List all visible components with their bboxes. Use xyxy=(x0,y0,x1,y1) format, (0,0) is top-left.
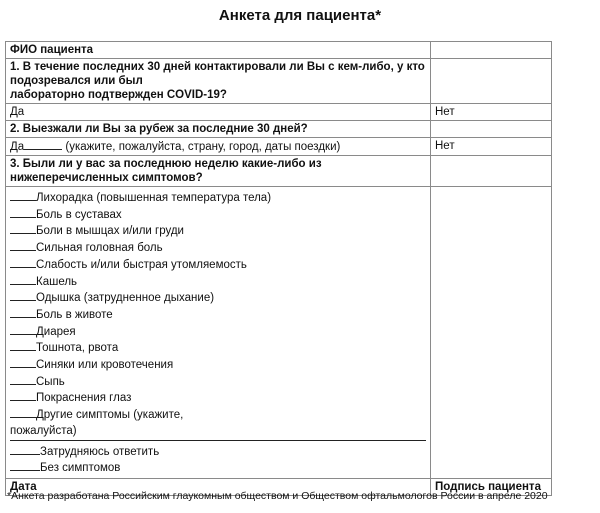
symptom-item xyxy=(10,324,426,341)
symptom-label: Тошнота, рвота xyxy=(36,342,119,355)
symptom-label: Боль в суставах xyxy=(36,208,122,221)
q2-yes-suffix: (укажите, пожалуйста, страну, город, даты поездки) xyxy=(65,141,341,153)
symptom-blank[interactable] xyxy=(10,223,36,234)
fio-label: ФИО пациента xyxy=(6,42,431,59)
q1-line-3: лабораторно подтвержден COVID-19? xyxy=(10,89,227,101)
date-label[interactable]: Дата xyxy=(6,478,431,495)
symptom-item xyxy=(10,340,426,357)
symptom-item xyxy=(10,307,426,324)
symptom-label: Слабость и/или быстрая утомляемость xyxy=(36,258,247,271)
q3-row xyxy=(6,156,552,187)
hard-to-answer-item xyxy=(10,444,426,461)
symptom-blank[interactable] xyxy=(10,357,36,368)
no-symptoms-label: Без симптомов xyxy=(40,462,121,475)
symptom-label: Синяки или кровотечения xyxy=(36,359,174,372)
fio-value-cell[interactable] xyxy=(431,42,552,59)
symptom-item xyxy=(10,207,426,224)
symptom-blank[interactable] xyxy=(10,324,36,335)
symptom-item xyxy=(10,257,426,274)
symptom-label: Боли в мышцах и/или груди xyxy=(36,225,184,238)
q3-empty-cell xyxy=(431,156,552,187)
symptom-label: Боль в животе xyxy=(36,308,113,321)
q2-question: 2. Выезжали ли Вы за рубеж за последние 30 дней? xyxy=(6,121,431,138)
q1-empty-cell xyxy=(431,59,552,104)
signature-label[interactable]: Подпись пациента xyxy=(431,478,552,495)
symptom-item xyxy=(10,274,426,291)
symptom-blank[interactable] xyxy=(10,240,36,251)
symptoms-empty-cell xyxy=(431,187,552,479)
symptom-blank[interactable] xyxy=(10,257,36,268)
symptom-blank[interactable] xyxy=(10,290,36,301)
symptom-item xyxy=(10,374,426,391)
symptom-blank[interactable] xyxy=(10,307,36,318)
symptom-label: Сыпь xyxy=(36,375,65,388)
symptom-item xyxy=(10,357,426,374)
symptom-item xyxy=(10,190,426,207)
other-symptoms-item xyxy=(10,407,426,424)
q2-yes-option[interactable] xyxy=(6,138,431,156)
symptom-item xyxy=(10,223,426,240)
q3-line-2: нижеперечисленных симптомов? xyxy=(10,172,203,184)
symptom-blank[interactable] xyxy=(10,190,36,201)
symptom-label: Кашель xyxy=(36,275,78,288)
symptoms-row xyxy=(6,187,552,479)
symptoms-list xyxy=(6,187,431,479)
other-symptoms-label: Другие симптомы (укажите, xyxy=(36,409,184,422)
symptom-blank[interactable] xyxy=(10,407,36,418)
q2-no-option[interactable]: Нет xyxy=(431,138,552,156)
symptom-item xyxy=(10,290,426,307)
q1-line-2: подозревался или был xyxy=(10,75,143,87)
symptom-label: Диарея xyxy=(36,325,76,338)
q3-line-1: 3. Были ли у вас за последнюю неделю какие-либо из xyxy=(10,158,322,170)
symptom-label: Сильная головная боль xyxy=(36,242,163,255)
symptom-label: Одышка (затрудненное дыхание) xyxy=(36,292,215,305)
q2-row xyxy=(6,121,552,138)
symptom-blank[interactable] xyxy=(10,374,36,385)
footnote: *Анкета разработана Российским глаукомным обществом и Обществом офтальмологов России в апреле 2020 xyxy=(7,490,548,502)
q2-yes-blank[interactable] xyxy=(24,139,62,150)
symptom-label: Покраснения глаз xyxy=(36,392,132,405)
q1-yes-option[interactable]: Да xyxy=(6,104,431,121)
symptom-label: Лихорадка (повышенная температура тела) xyxy=(36,192,272,204)
symptom-blank[interactable] xyxy=(10,340,36,351)
q1-no-option[interactable]: Нет xyxy=(431,104,552,121)
symptom-item xyxy=(10,240,426,257)
q1-question xyxy=(6,59,431,104)
symptom-blank[interactable] xyxy=(10,274,36,285)
symptom-blank[interactable] xyxy=(10,207,36,218)
symptom-blank[interactable] xyxy=(10,444,40,455)
symptom-item xyxy=(10,390,426,407)
q3-question xyxy=(6,156,431,187)
q2-empty-cell xyxy=(431,121,552,138)
symptom-blank[interactable] xyxy=(10,390,36,401)
no-symptoms-item xyxy=(10,460,426,477)
q2-answer-row xyxy=(6,138,552,156)
patient-questionnaire-table xyxy=(5,41,552,496)
hard-to-answer-label: Затрудняюсь ответить xyxy=(40,445,160,458)
q2-yes-prefix: Да xyxy=(10,141,25,153)
other-symptoms-label-2: пожалуйста) xyxy=(10,424,77,437)
q1-answer-row xyxy=(6,104,552,121)
form-title: Анкета для пациента* xyxy=(218,7,382,24)
symptom-blank[interactable] xyxy=(10,460,40,471)
q1-line-1: 1. В течение последних 30 дней контактировали ли Вы с кем-либо, у кто xyxy=(10,61,425,73)
other-symptoms-line-2[interactable] xyxy=(10,424,426,441)
q1-row xyxy=(6,59,552,104)
fio-row xyxy=(6,42,552,59)
